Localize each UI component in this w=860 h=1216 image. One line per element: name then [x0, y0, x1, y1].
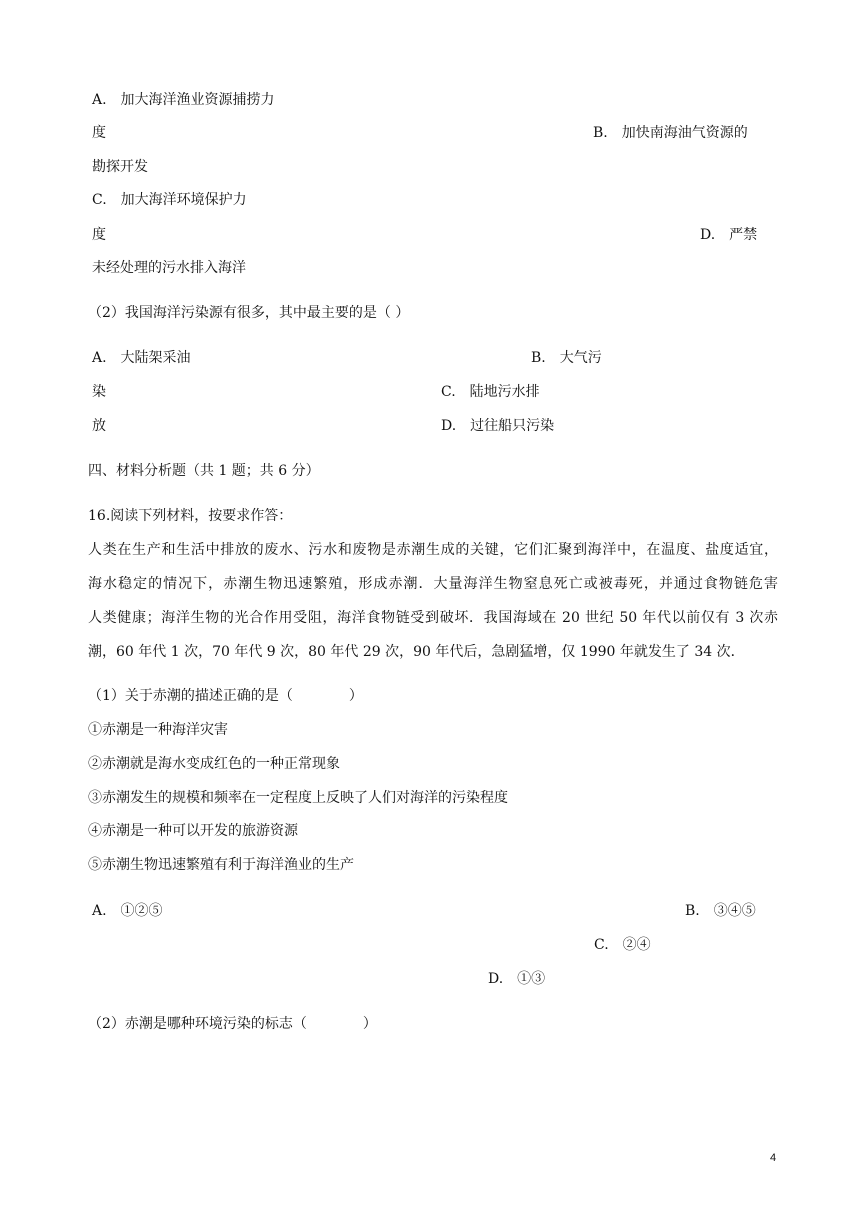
q15-1-option-d-line2: 未经处理的污水排入海洋: [92, 260, 246, 276]
q16-1-option-b: B. ③④⑤: [685, 903, 756, 919]
q16-material-line-1: 人类在生产和生活中排放的废水、污水和废物是赤潮生成的关键，它们汇聚到海洋中，在温度、盐度适宜，: [88, 542, 778, 558]
q15-2-option-c-line1: C. 陆地污水排: [441, 384, 540, 400]
q15-2-option-a: A. 大陆架采油: [92, 350, 191, 366]
q15-1-option-a-line1: A. 加大海洋渔业资源捕捞力: [92, 92, 275, 108]
q16-2-question: （2）赤潮是哪种环境污染的标志（ ）: [88, 1016, 377, 1032]
q16-1-statement-2: ②赤潮就是海水变成红色的一种正常现象: [88, 756, 340, 772]
section-header: 四、材料分析题（共 1 题；共 6 分）: [88, 463, 320, 479]
q16-material-line-2: 海水稳定的情况下，赤潮生物迅速繁殖，形成赤潮．大量海洋生物窒息死亡或被毒死，并通过食物链危害: [88, 576, 778, 592]
q15-2-option-b-line2: 染: [92, 384, 106, 400]
q15-1-option-a-line2: 度: [92, 125, 106, 141]
q16-1-option-d: D. ①③: [488, 971, 546, 987]
q16-1-option-a: A. ①②⑤: [92, 903, 163, 919]
q16-material-line-3: 人类健康；海洋生物的光合作用受阻，海洋食物链受到破坏．我国海域在 20 世纪 50 年代以前仅有 3 次赤: [88, 610, 778, 626]
q16-material-line-4: 潮，60 年代 1 次，70 年代 9 次，80 年代 29 次，90 年代后，急剧猛增，仅 1990 年就发生了 34 次．: [88, 644, 745, 660]
page-number: 4: [770, 1152, 777, 1164]
q16-1-statement-3: ③赤潮发生的规模和频率在一定程度上反映了人们对海洋的污染程度: [88, 790, 508, 806]
q16-1-question: （1）关于赤潮的描述正确的是（ ）: [88, 688, 363, 704]
q16-stem: 16.阅读下列材料，按要求作答：: [88, 508, 293, 524]
q16-1-statement-5: ⑤赤潮生物迅速繁殖有利于海洋渔业的生产: [88, 857, 354, 873]
q15-1-option-c-line2: 度: [92, 227, 106, 243]
q15-2-option-d: D. 过往船只污染: [441, 418, 555, 434]
q15-2-option-c-line2: 放: [92, 418, 106, 434]
q15-2-option-b-line1: B. 大气污: [531, 350, 602, 366]
q15-1-option-c-line1: C. 加大海洋环境保护力: [92, 192, 247, 208]
q15-1-option-d-line1: D. 严禁: [700, 227, 758, 243]
q15-2-question: （2）我国海洋污染源有很多，其中最主要的是（ ）: [88, 305, 410, 321]
q16-1-option-c: C. ②④: [594, 937, 651, 953]
q16-1-statement-1: ①赤潮是一种海洋灾害: [88, 722, 228, 738]
q15-1-option-b-line1: B. 加快南海油气资源的: [593, 125, 748, 141]
q15-1-option-b-line2: 勘探开发: [92, 159, 148, 175]
q16-1-statement-4: ④赤潮是一种可以开发的旅游资源: [88, 823, 298, 839]
